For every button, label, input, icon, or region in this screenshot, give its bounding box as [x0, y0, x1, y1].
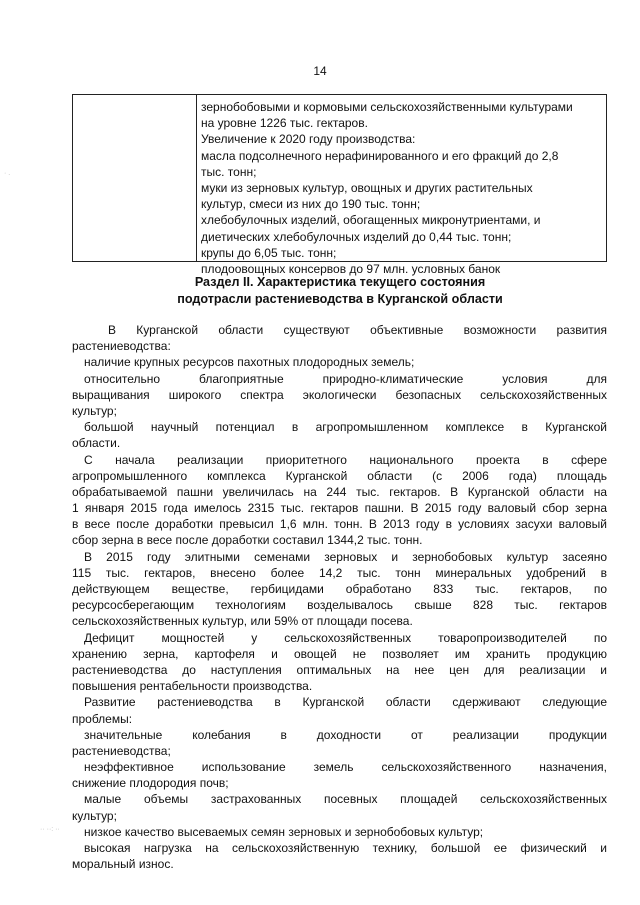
body-line: повышения рентабельности производства.	[72, 679, 313, 694]
body-line: области.	[72, 436, 121, 451]
section-heading-line-1: Раздел II. Характеристика текущего состояния	[194, 275, 486, 289]
scan-margin-mark: · .	[4, 170, 11, 177]
body-line: большой научный потенциал в агропромышленном комплексе в Курганской	[84, 420, 607, 435]
body-line: в весе после доработки превысил 1,6 млн. тонн. В 2013 году в условиях засухи валовый	[72, 517, 607, 532]
table-cell-line: диетических хлебобулочных изделий до 0,44 тыс. тонн;	[201, 229, 512, 244]
body-line: действующем веществе, гербицидами обработано 833 тыс. гектаров, по	[72, 582, 607, 596]
body-line: Развитие растениеводства в Курганской области сдерживают следующие	[84, 695, 607, 710]
body-line: снижение плодородия почв;	[72, 776, 229, 791]
table-cell-line: муки из зерновых культур, овощных и других растительных	[201, 181, 533, 196]
body-line: выращивания широкого спектра экологически безопасных сельскохозяйственных	[72, 387, 607, 402]
body-line: высокая нагрузка на сельскохозяйственную технику, большой ее физический и	[84, 841, 607, 855]
body-line: 1 января 2015 года имелось 2315 тыс. гектаров пашни. В 2015 году валовый сбор зерна	[72, 501, 607, 516]
body-line: наличие крупных ресурсов пахотных плодородных земель;	[84, 355, 415, 370]
body-line: 115 тыс. гектаров, внесено более 14,2 тыс. тонн минеральных удобрений в	[72, 565, 607, 580]
body-line: растениеводства;	[72, 743, 171, 758]
body-line: Дефицит мощностей у сельскохозяйственных товаропроизводителей по	[84, 630, 607, 645]
body-line: В 2015 году элитными семенами зерновых и зернобобовых культур засеяно	[84, 549, 607, 564]
body-text	[72, 322, 607, 872]
table-cell-line: Увеличение к 2020 году производства:	[201, 132, 416, 147]
body-line: сельскохозяйственных культур, или 59% от площади посева.	[72, 614, 413, 629]
body-line: В Курганской области существуют объективные возможности развития	[108, 323, 607, 337]
table-cell-line: хлебобулочных изделий, обогащенных микронутриентами, и	[201, 213, 541, 228]
body-line: С начала реализации приоритетного национального проекта в сфере	[84, 452, 607, 467]
table-cell-line: масла подсолнечного нерафинированного и его фракций до 2,8	[201, 148, 559, 163]
section-heading	[70, 274, 610, 308]
body-line: агропромышленного комплекса Курганской области (с 2006 года) площадь	[72, 468, 607, 483]
body-line: низкое качество высеваемых семян зерновых и зернобобовых культур;	[84, 824, 484, 839]
table-left-cell	[73, 95, 197, 261]
body-line: растениеводства:	[72, 339, 171, 354]
table-cell-line: на уровне 1226 тыс. гектаров.	[201, 116, 368, 131]
page-number: 14	[313, 64, 327, 78]
body-line: относительно благоприятные природно-климатические условия для	[84, 371, 607, 386]
table-cell-line: зернобобовыми и кормовыми сельскохозяйственными культурами	[201, 100, 573, 114]
body-line: значительные колебания в доходности от реализации продукции	[84, 727, 607, 742]
table-cell-line: плодоовощных консервов до 97 млн. условных банок	[201, 262, 501, 277]
body-line: растениеводства до наступления оптимальных на нее цен для реализации и	[72, 662, 607, 677]
body-line: сбор зерна в весе после доработки составил 1344,2 тыс. тонн.	[72, 533, 423, 548]
section-heading-line-2: подотрасли растениеводства в Курганской области	[177, 292, 503, 306]
table-cell-line: культур, смеси из них до 190 тыс. тонн;	[201, 197, 421, 212]
body-line: культур;	[72, 808, 117, 823]
table-cell-line: крупы до 6,05 тыс. тонн;	[201, 245, 337, 260]
body-line: обрабатываемой пашни увеличилась на 244 тыс. гектаров. В Курганской области на	[72, 484, 607, 499]
body-line: малые объемы застрахованных посевных площадей сельскохозяйственных	[84, 792, 607, 807]
body-line: проблемы:	[72, 711, 133, 726]
body-line: неэффективное использование земель сельскохозяйственного назначения,	[84, 760, 607, 775]
body-line: культур;	[72, 403, 117, 418]
body-line: хранению зерна, картофеля и овощей не позволяет им хранить продукцию	[72, 646, 607, 661]
document-table	[72, 94, 607, 277]
body-line: ресурсосберегающим технологиям возделывалось свыше 828 тыс. гектаров	[72, 598, 607, 613]
scan-margin-mark: ·· ··: ··	[40, 826, 60, 833]
table-right-cell	[201, 99, 602, 277]
table-cell-line: тыс. тонн;	[201, 164, 257, 179]
body-line: моральный износ.	[72, 857, 174, 872]
